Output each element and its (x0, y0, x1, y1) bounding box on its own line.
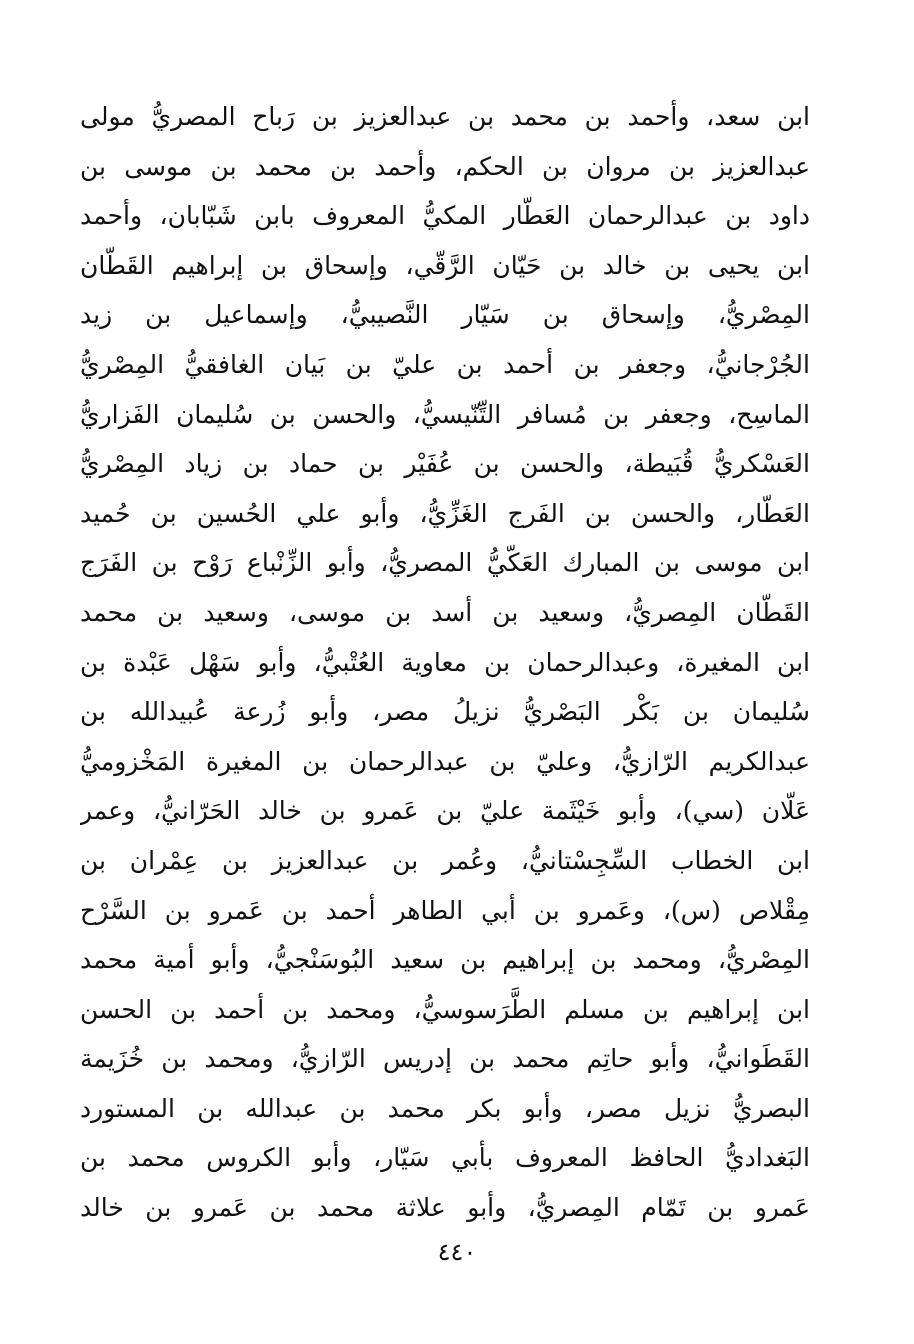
text-line: مِقْلاص (س)، وعَمرو بن أبي الطاهر أحمد بن عَمرو بن السَّرْح (80, 895, 810, 925)
text-line: القَطَوانيُّ، وأبو حاتِم محمد بن إدريس الرّازيُّ، ومحمد بن خُزَيمة (80, 1044, 810, 1074)
text-line: ابن يحيى بن خالد بن حَيّان الرَّقّي، وإسحاق بن إبراهيم القَطّان (80, 250, 810, 280)
text-line: عَلّان (سي)، وأبو خَيْثَمة عليّ بن عَمرو بن خالد الحَرّانيُّ، وعمر (80, 796, 810, 826)
text-line: المِصْريُّ، وإسحاق بن سَيّار النَّصيبيُّ، وإسماعيل بن زيد (80, 300, 810, 330)
text-line: سُليمان بن بَكْر البَصْريُّ نزيلُ مصر، وأبو زُرعة عُبيدالله بن (80, 697, 810, 727)
body-text (80, 92, 810, 1233)
text-line: البَغداديُّ الحافظ المعروف بأبي سَيّار، وأبو الكروس محمد بن (80, 1143, 810, 1173)
text-line: ابن المغيرة، وعبدالرحمان بن معاوية العُتْبيُّ، وأبو سَهْل عَبْدة بن (80, 647, 810, 677)
text-line: عبدالعزيز بن مروان بن الحكم، وأحمد بن محمد بن موسى بن (80, 151, 810, 181)
text-line: العَسْكريُّ قُبَيطة، والحسن بن عُفَيْر بن حماد بن زياد المِصْريُّ (80, 449, 810, 479)
text-line: عبدالكريم الرّازيُّ، وعليّ بن عبدالرحمان بن المغيرة المَخْزوميُّ (80, 746, 810, 776)
text-line: ابن سعد، وأحمد بن محمد بن عبدالعزيز بن رَباح المصريُّ مولى (80, 102, 810, 131)
text-line: القَطّان المِصريُّ، وسعيد بن أسد بن موسى، وسعيد بن محمد (80, 597, 810, 627)
page-number: ٤٤٠ (437, 1238, 477, 1266)
text-line: الجُرْجانيُّ، وجعفر بن أحمد بن عليّ بن بَيان الغافقيُّ المِصْريُّ (80, 349, 810, 379)
text-line: ابن موسى بن المبارك العَكّيُّ المصريُّ، وأبو الزِّنْباع رَوْح بن الفَرَج (80, 548, 810, 578)
text-line: ابن الخطاب السِّجِسْتانيُّ، وعُمر بن عبدالعزيز بن عِمْران بن (80, 845, 810, 875)
text-line: المِصْريُّ، ومحمد بن إبراهيم بن سعيد البُوسَنْجيُّ، وأبو أمية محمد (80, 945, 810, 975)
text-line: داود بن عبدالرحمان العَطّار المكيُّ المعروف بابن شَبّابان، وأحمد (80, 201, 810, 231)
text-line: العَطّار، والحسن بن الفَرج الغَزِّيُّ، وأبو علي الحُسين بن حُميد (80, 498, 810, 528)
text-line: عَمرو بن تَمّام المِصريُّ، وأبو علاثة محمد بن عَمرو بن خالد (80, 1193, 810, 1223)
text-line: البصريُّ نزيل مصر، وأبو بكر محمد بن عبدالله بن المستورد (80, 1093, 810, 1123)
text-line: ابن إبراهيم بن مسلم الطَّرَسوسيُّ، ومحمد بن أحمد بن الحسن (80, 994, 810, 1024)
text-line: الماسِح، وجعفر بن مُسافر التِّنّيسيُّ، والحسن بن سُليمان الفَزاريُّ (80, 399, 810, 429)
